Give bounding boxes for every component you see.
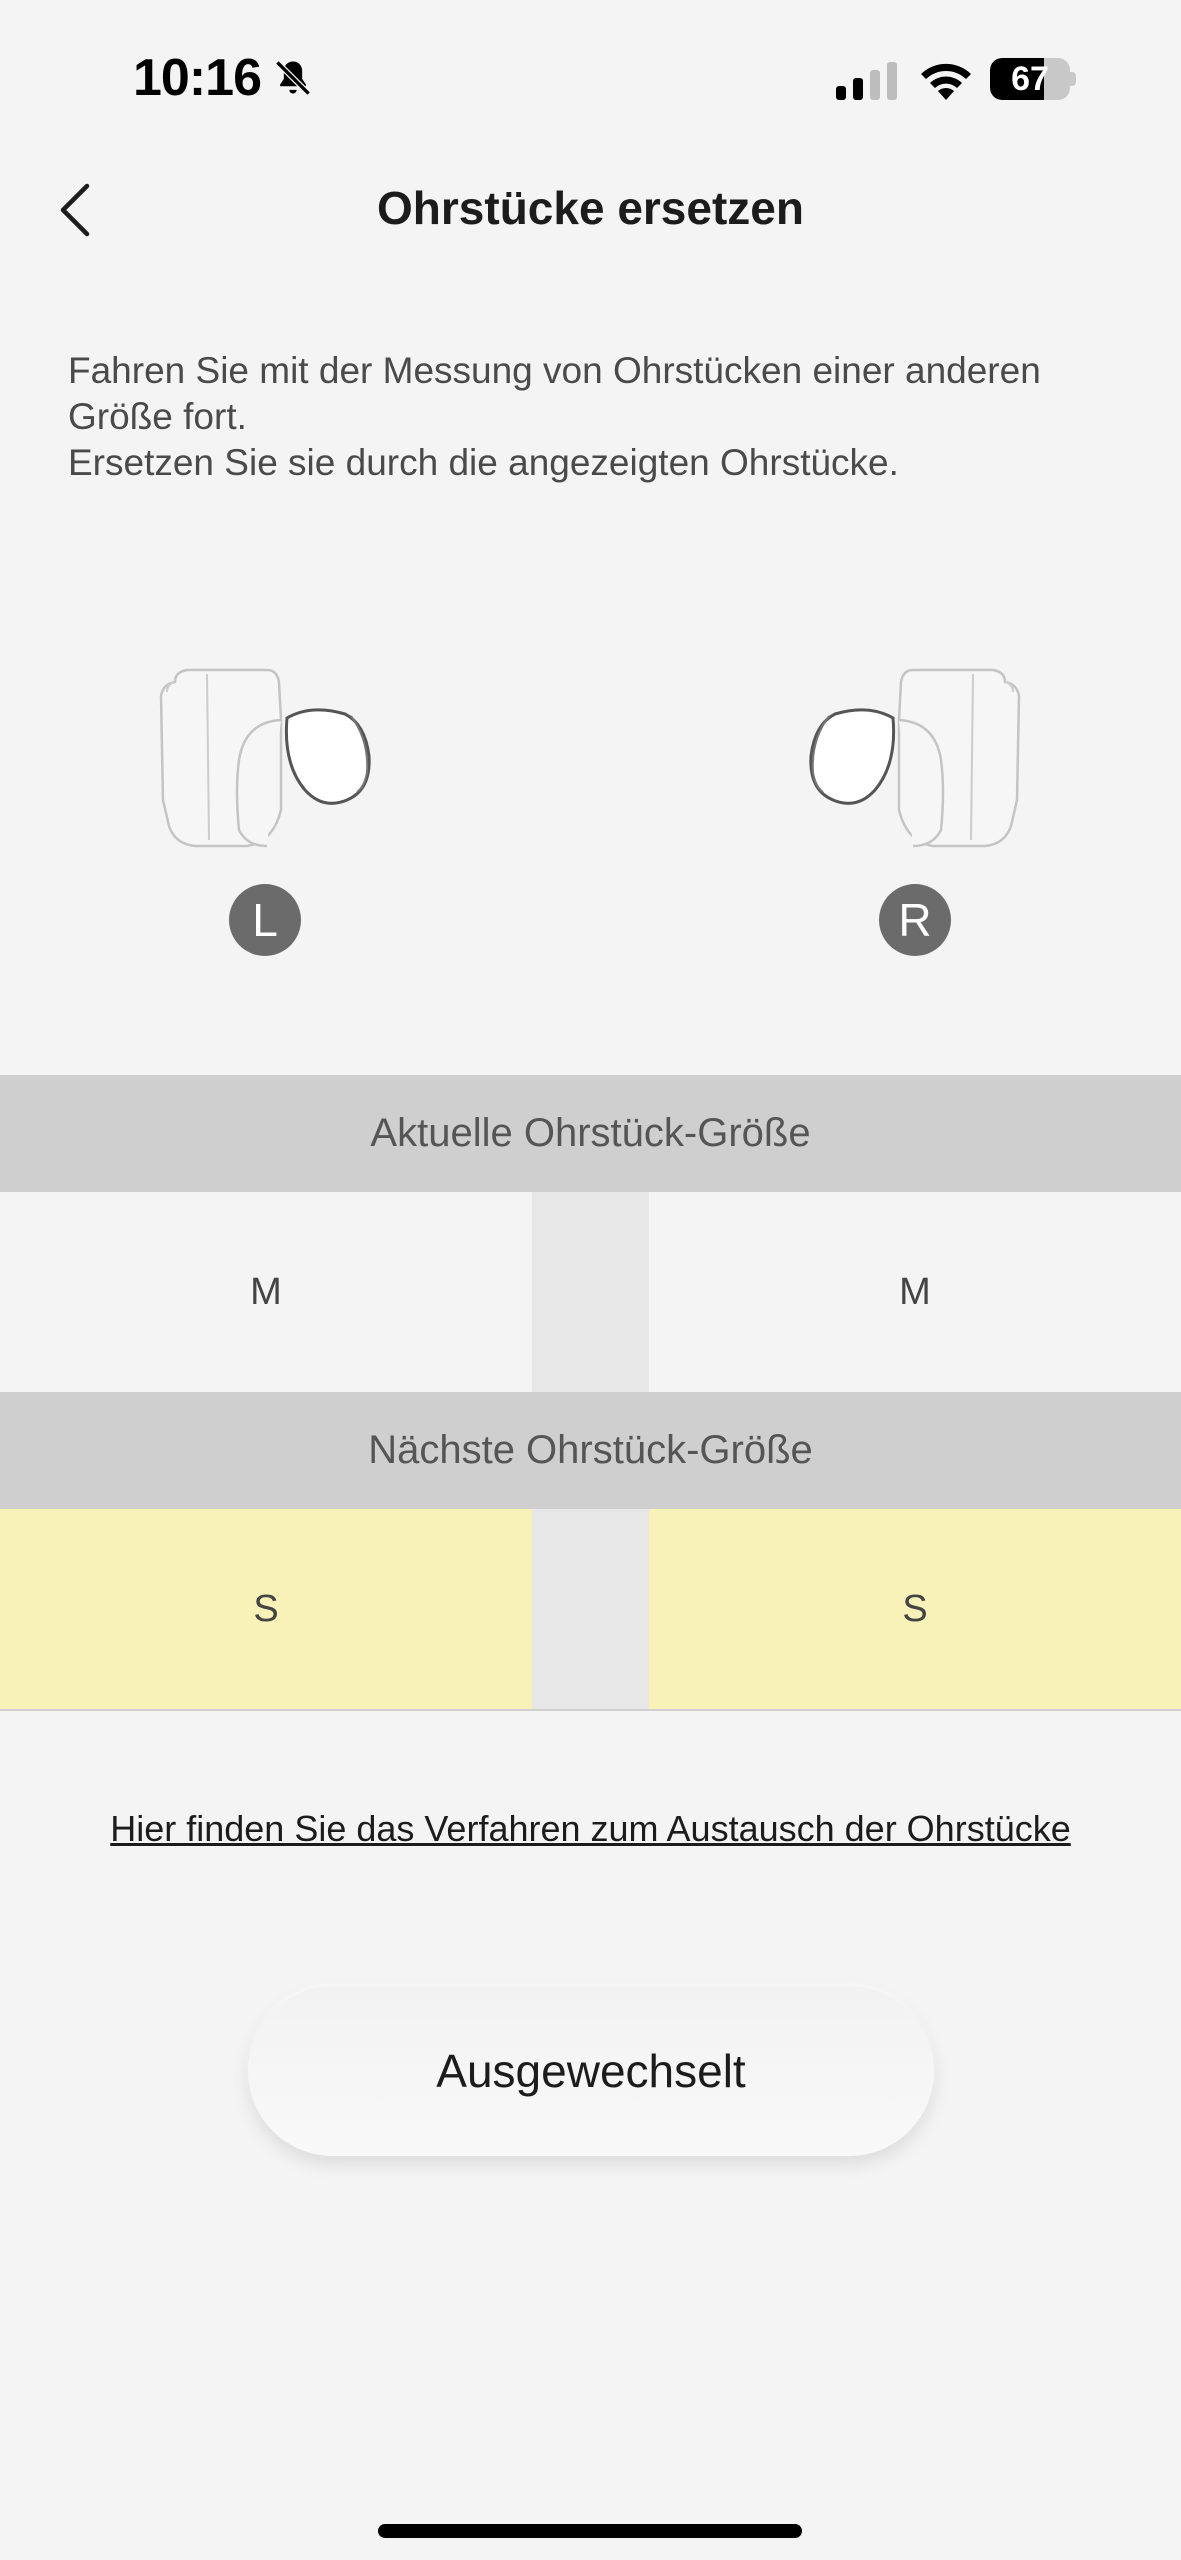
instruction-line-2: Ersetzen Sie sie durch die angezeigten Ohrstücke.	[68, 442, 899, 483]
instruction-text	[68, 348, 1128, 486]
instruction-line-1: Fahren Sie mit der Messung von Ohrstücken einer anderen Größe fort.	[68, 350, 1041, 437]
current-size-row	[0, 1192, 1181, 1392]
replaced-button[interactable]: Ausgewechselt	[248, 1986, 934, 2156]
left-earbud-icon	[155, 660, 375, 860]
table-divider	[532, 1509, 649, 1709]
clock-text: 10:16	[133, 49, 261, 107]
wifi-icon	[918, 56, 974, 100]
next-size-row	[0, 1509, 1181, 1711]
next-size-header: Nächste Ohrstück-Größe	[0, 1392, 1181, 1509]
right-earbud-icon	[805, 660, 1025, 860]
right-side-badge: R	[879, 884, 951, 956]
status-time	[133, 48, 315, 108]
bell-slash-icon	[271, 56, 315, 100]
battery-tip	[1070, 72, 1076, 86]
page-title: Ohrstücke ersetzen	[377, 182, 804, 234]
battery-body	[990, 58, 1070, 100]
home-indicator[interactable]	[378, 2524, 802, 2538]
current-size-right: M	[649, 1192, 1181, 1392]
current-size-header: Aktuelle Ohrstück-Größe	[0, 1075, 1181, 1192]
battery-icon	[990, 58, 1076, 100]
status-bar	[0, 0, 1181, 160]
next-size-left: S	[0, 1509, 532, 1709]
cellular-signal-icon	[836, 62, 900, 100]
current-size-left: M	[0, 1192, 532, 1392]
battery-percent: 67	[1011, 60, 1049, 98]
table-divider	[532, 1192, 649, 1392]
replacement-procedure-link[interactable]: Hier finden Sie das Verfahren zum Austausch der Ohrstücke	[110, 1808, 1071, 1849]
left-side-badge: L	[229, 884, 301, 956]
next-size-right: S	[649, 1509, 1181, 1709]
ear-tip-size-table	[0, 1075, 1181, 1711]
